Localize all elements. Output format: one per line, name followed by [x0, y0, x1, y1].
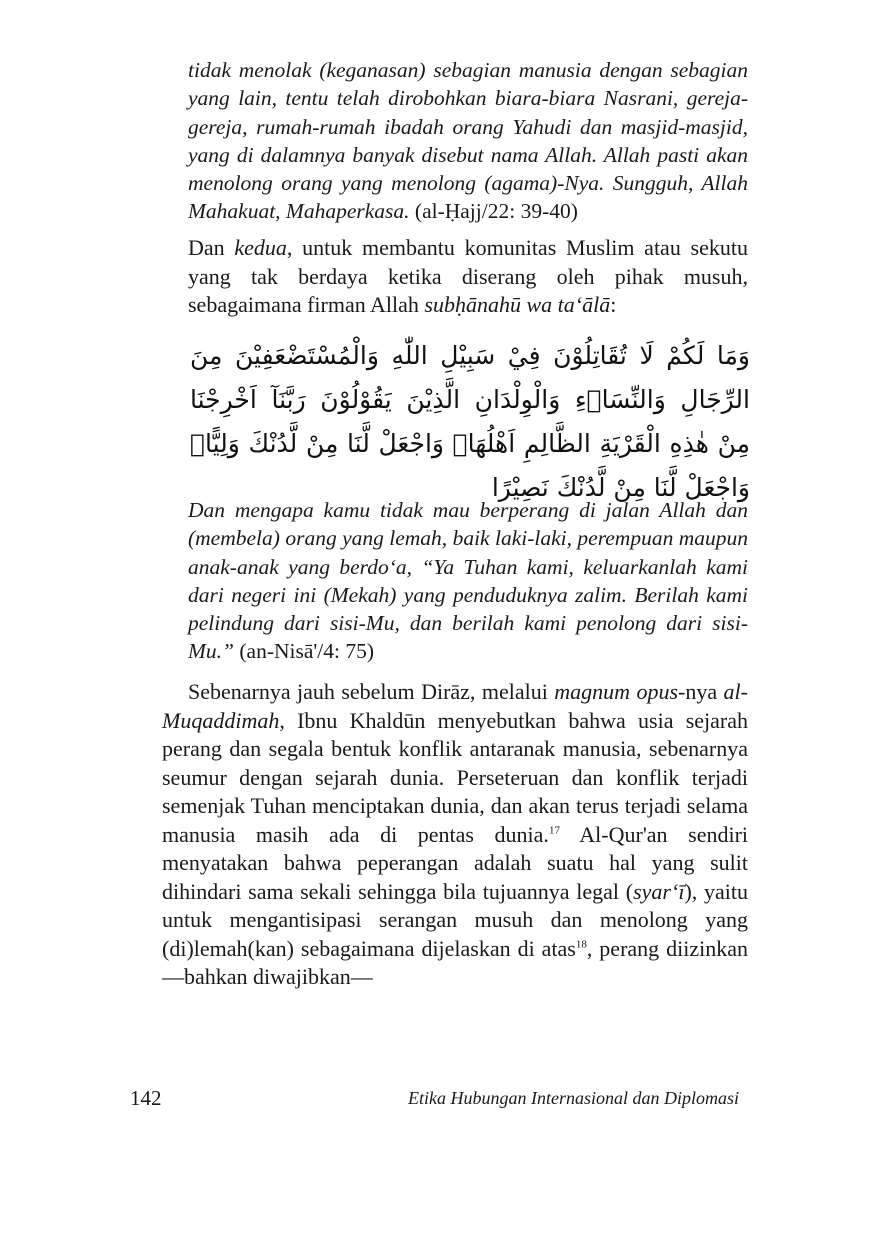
para2-t5: ), yaitu untuk mengantisipasi serangan musuh dan menolong yang (di)lemah(kan) sebagaimana dijelaskan di atas	[162, 878, 748, 961]
para1-lead: Dan	[188, 235, 235, 260]
para2-i2: al-Muqaddimah	[162, 679, 748, 733]
quote-1-source: (al-Ḥajj/22: 39-40)	[414, 199, 578, 224]
quote-2-text: Dan mengapa kamu tidak mau berperang di jalan Allah dan (membela) orang yang lemah, baik laki-laki, perempuan maupun anak-anak yang berdo‘a, “Ya Tuhan kami, keluarkanlah kami dari negeri ini (Mekah) yang penduduknya zalim. Berilah kami pelindung dari sisi-Mu, dan berilah kami penolong dari sisi-Mu.”	[188, 498, 748, 664]
paragraph-kedua	[188, 234, 748, 320]
para2-t4: Al-Qur'an sendiri menyatakan bahwa peperangan adalah suatu hal yang sulit dihindari sama sekali sehingga bila tujuannya legal (	[162, 821, 749, 904]
para1-text: , untuk membantu komunitas Muslim atau sekutu yang tak berdaya ketika diserang oleh pihak musuh, sebagaimana firman Allah	[188, 235, 748, 317]
page-number: 142	[130, 1086, 162, 1110]
quran-translation-quote-1	[188, 56, 748, 226]
para2-i1: magnum opus	[554, 679, 679, 704]
para2-t6: , perang diizinkan—bahkan diwajibkan—	[162, 935, 748, 989]
running-footer-title: Etika Hubungan Internasional dan Diplomasi	[408, 1088, 739, 1108]
arabic-verse: وَمَا لَكُمْ لَا تُقَاتِلُوْنَ فِيْ سَبِيْلِ اللّٰهِ وَالْمُسْتَضْعَفِيْنَ مِنَ الرِّجَالِ وَالنِّسَاۤءِ وَالْوِلْدَانِ الَّذِيْنَ يَقُوْلُوْنَ رَبَّنَآ اَخْرِجْنَا مِنْ هٰذِهِ الْقَرْيَةِ الظَّالِمِ اَهْلُهَاۚ وَاجْعَلْ لَّنَا مِنْ لَّدُنْكَ وَلِيًّاۚ وَاجْعَلْ لَّنَا مِنْ لَّدُنْكَ نَصِيْرًا	[190, 341, 750, 502]
quote-1-text: tidak menolak (keganasan) sebagian manusia dengan sebagian yang lain, tentu telah dirobohkan biara-biara Nasrani, gereja-gereja, rumah-rumah ibadah orang Yahudi dan masjid-masjid, yang di dalamnya banyak disebut nama Allah. Allah pasti akan menolong orang yang menolong (agama)-Nya. Sungguh, Allah Mahakuat, Mahaperkasa.	[188, 58, 748, 224]
footnote-ref-18[interactable]: 18	[575, 938, 587, 951]
footnote-ref-17[interactable]: 17	[548, 824, 560, 837]
para2-i3: syar‘ī	[633, 878, 685, 904]
para1-phrase: subḥānahū wa ta‘ālā	[424, 292, 611, 317]
quote-2-source: (an-Nisā'/4: 75)	[239, 639, 375, 664]
paragraph-ibnu-khaldun	[162, 678, 748, 992]
para2-t2: -nya	[678, 679, 724, 704]
para2-t1: Sebenarnya jauh sebelum Dirāz, melalui	[188, 679, 555, 704]
para1-kedua: kedua	[234, 235, 287, 260]
quran-translation-quote-2	[188, 496, 748, 666]
para2-t3: , Ibnu Khaldūn menyebutkan bahwa usia sejarah perang dan segala bentuk konflik antaranak manusia, sebenarnya seumur dengan sejarah dunia. Perseteruan dan konflik terjadi semenjak Tuhan menciptakan dunia, dan akan terus terjadi selama manusia masih ada di pentas dunia.	[162, 707, 748, 847]
para1-end: :	[610, 292, 617, 317]
